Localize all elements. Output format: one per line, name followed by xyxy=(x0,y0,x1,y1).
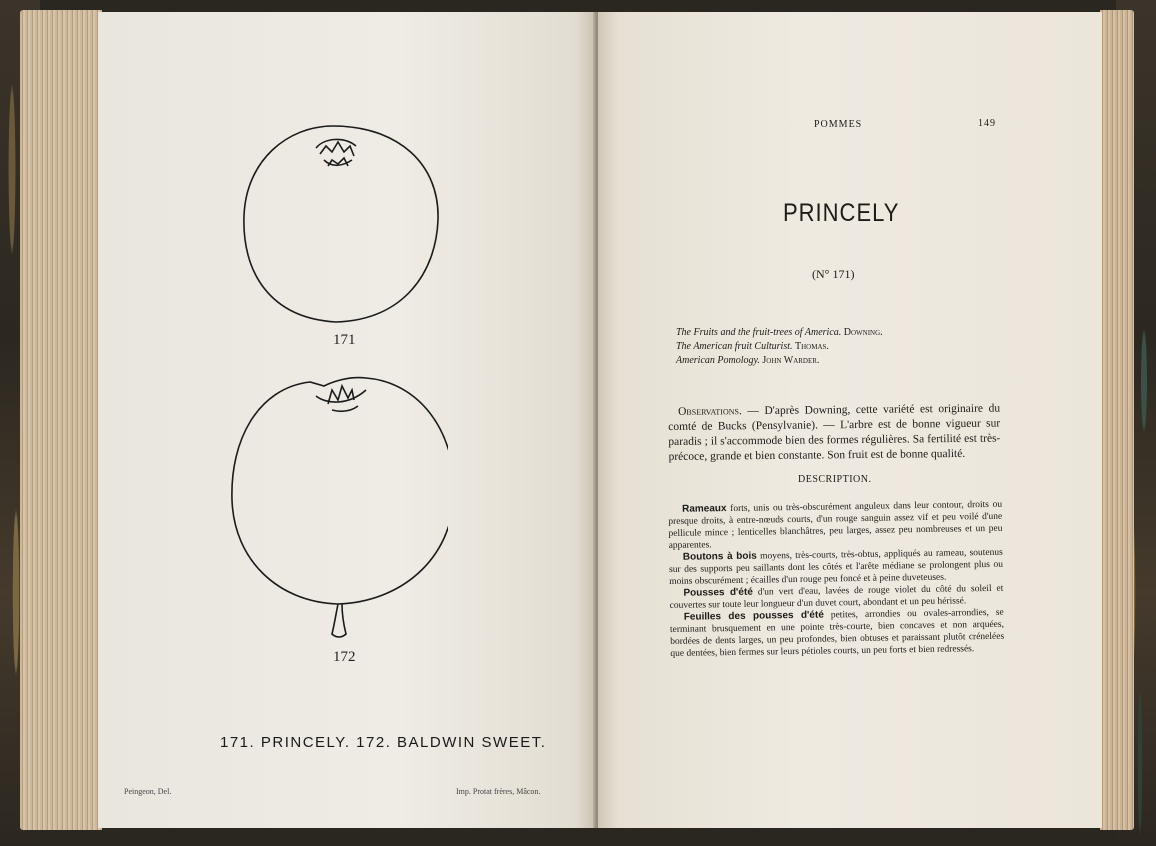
figure-171-number: 171 xyxy=(333,332,356,348)
printer-credit: Imp. Protat frères, Mâcon. xyxy=(456,787,541,796)
variety-title: PRINCELY xyxy=(783,198,900,227)
page-edges-left xyxy=(20,10,102,830)
description-entry: Boutons à bois moyens, très-courts, très-obtus, appliqués au rameau, soutenus sur des supports peu saillants dont les côtés et l'arête médiane se prolongent plus ou moins obscurément ; écailles d'un rouge peu foncé et à peine duveteuses. xyxy=(668,547,1004,587)
apple-172-drawing xyxy=(232,378,448,637)
figure-172-number: 172 xyxy=(333,649,356,665)
plate-caption: 171. PRINCELY. 172. BALDWIN SWEET. xyxy=(220,734,547,751)
left-page xyxy=(98,12,596,828)
apple-illustrations xyxy=(228,120,448,640)
references xyxy=(676,326,883,368)
description-entry: Rameaux forts, unis ou très-obscurément anguleux dans leur contour, droits ou presque droits, à entre-nœuds courts, d'un rouge sanguin assez vif et peu voilé d'une pellicule mince ; lenticelles blanchâtres, peu larges, assez peu nombreuses et un peu apparentes. xyxy=(668,499,1003,551)
description-heading: DESCRIPTION. xyxy=(798,474,872,485)
reference-item: The American fruit Culturist. Thomas. xyxy=(676,341,829,352)
observations-paragraph xyxy=(668,402,1001,465)
description-body xyxy=(668,499,1004,660)
description-entry: Pousses d'été d'un vert d'eau, lavées de rouge violet du côté du soleil et couvertes sur toute leur longueur d'un duvet court, abondant et un peu hérissé. xyxy=(669,583,1004,611)
page-number: 149 xyxy=(978,118,996,129)
observations-label: Observations. xyxy=(678,405,742,418)
reference-item: The Fruits and the fruit-trees of America. Downing. xyxy=(676,327,883,338)
description-entry: Feuilles des pousses d'été petites, arrondies ou ovales-arrondies, se terminant brusquement en une pointe très-courte, bien concaves et non arquées, bordées de dents larges, un peu profondes, bien obtuses et paraissant plutôt crénelées que dentées, bien fermes sur leurs pétioles courts, un peu forts et bien redressés. xyxy=(669,607,1005,659)
reference-item: American Pomology. John Warder. xyxy=(676,355,820,366)
variety-number: (N° 171) xyxy=(812,267,855,281)
right-page xyxy=(598,12,1102,828)
artist-credit: Peingeon, Del. xyxy=(124,787,172,796)
observations-text: — D'après Downing, cette variété est originaire du comté de Bucks (Pensylvanie). — L'arbre est de bonne vigueur sur paradis ; il s'accommode bien des formes régulières. Sa fertilité est très-précoce, grande et bien constante. Son fruit est de bonne qualité. xyxy=(668,402,1001,463)
page-edges-right xyxy=(1100,10,1134,830)
apple-171-drawing xyxy=(244,126,438,322)
running-head: POMMES xyxy=(814,119,863,130)
